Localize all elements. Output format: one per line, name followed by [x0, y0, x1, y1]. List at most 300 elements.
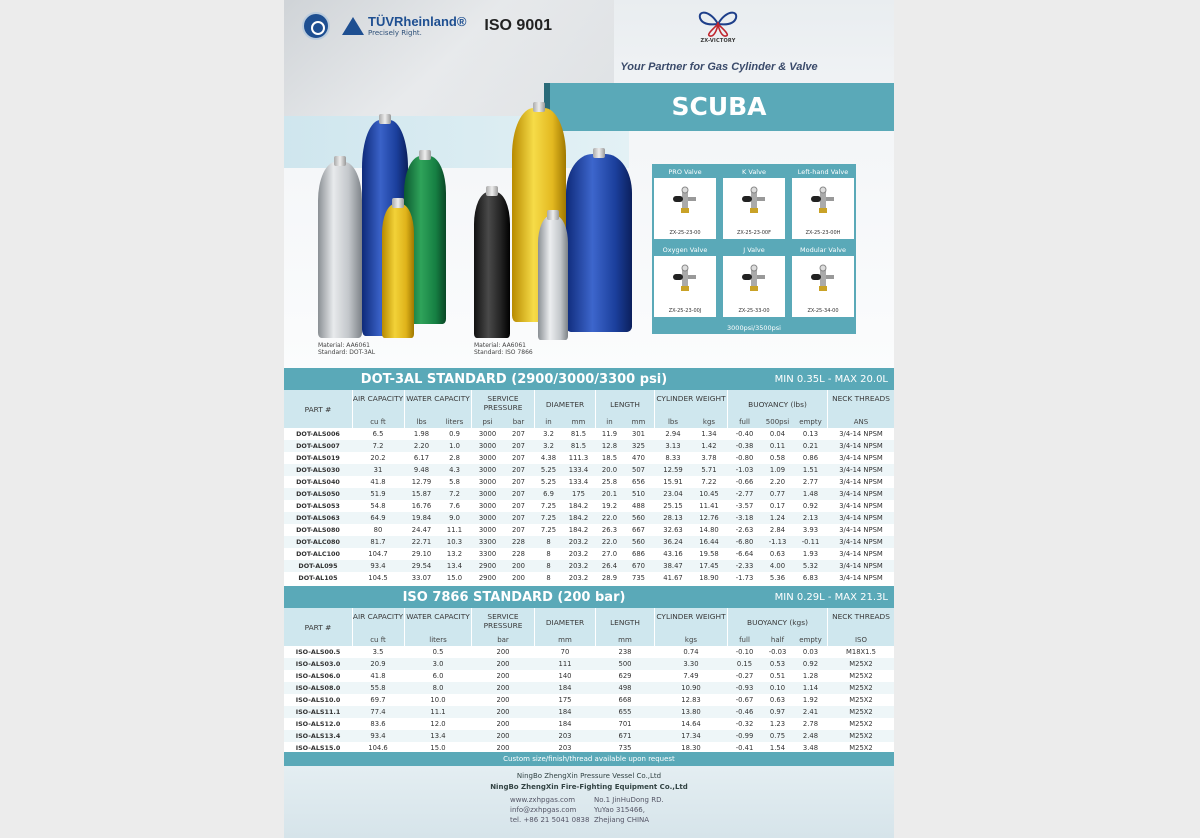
table-cell: 498: [618, 684, 632, 692]
table-cell: -0.32: [735, 720, 754, 728]
table-cell: 301: [632, 430, 645, 438]
table-cell: 2.20: [413, 442, 430, 450]
table-cell: 3/4-14 NPSM: [839, 574, 883, 582]
tuv-triangle-icon: [342, 17, 364, 35]
table-cell: 3.30: [683, 660, 699, 668]
table-cell: 8: [546, 562, 551, 570]
cylinder-photo: [304, 100, 634, 350]
column-divider: [595, 390, 596, 428]
table-cell: 2.77: [802, 478, 819, 486]
table-cell: 3/4-14 NPSM: [839, 430, 883, 438]
table-cell: 207: [512, 502, 525, 510]
table-cell: 655: [618, 708, 632, 716]
table-cell: 11.9: [601, 430, 618, 438]
table-cell: 13.4: [430, 732, 446, 740]
modular-valve-icon: [808, 262, 838, 292]
table-cell: 81.5: [570, 430, 587, 438]
table-cell: 3/4-14 NPSM: [839, 478, 883, 486]
table-cell: 207: [512, 526, 525, 534]
table-cell: M25X2: [849, 720, 873, 728]
table-cell: M25X2: [849, 744, 873, 752]
iso-h-neck: NECK THREADS: [832, 612, 890, 621]
table-cell: 207: [512, 478, 525, 486]
table-cell: 2.20: [769, 478, 786, 486]
table-cell: 3/4-14 NPSM: [839, 490, 883, 498]
table-cell: 0.92: [802, 660, 819, 668]
table-cell: 6.83: [802, 574, 819, 582]
table-cell: 0.9: [449, 430, 460, 438]
iso-h-diameter: DIAMETER: [545, 618, 585, 627]
iso-h-service: SERVICE PRESSURE: [483, 612, 523, 630]
material-right: Material: AA6061: [474, 342, 526, 349]
part-number: ISO-ALS15.0: [295, 744, 341, 752]
table-cell: 18.90: [699, 574, 719, 582]
iso-h-part: PART #: [304, 623, 332, 632]
column-divider: [534, 390, 535, 428]
table-cell: 325: [632, 442, 645, 450]
table-cell: 31: [373, 466, 383, 474]
table-cell: 175: [572, 490, 585, 498]
table-cell: 2.8: [449, 454, 460, 462]
table-cell: 200: [496, 684, 510, 692]
dot-s-psi: psi: [482, 418, 493, 426]
column-divider: [471, 390, 472, 428]
table-cell: 28.13: [663, 514, 683, 522]
table-cell: 3.2: [543, 442, 554, 450]
iso-table-body: [284, 646, 894, 754]
table-cell: 24.47: [411, 526, 432, 534]
table-cell: 3.0: [432, 660, 444, 668]
table-cell: 15.0: [446, 574, 463, 582]
table-cell: 26.3: [601, 526, 618, 534]
table-cell: 0.04: [769, 430, 786, 438]
table-cell: 93.4: [370, 562, 386, 570]
table-cell: 200: [512, 574, 525, 582]
table-cell: 0.58: [769, 454, 786, 462]
table-cell: 12.79: [411, 478, 432, 486]
table-cell: 3000: [478, 490, 497, 498]
table-cell: 8: [546, 550, 551, 558]
table-cell: 12.59: [663, 466, 683, 474]
table-cell: 3/4-14 NPSM: [839, 562, 883, 570]
table-cell: 3.78: [701, 454, 717, 462]
valve-code: ZX-25-23-00: [669, 230, 701, 236]
table-cell: M25X2: [849, 660, 873, 668]
table-cell: 735: [632, 574, 645, 582]
table-cell: 19.84: [411, 514, 432, 522]
table-row: [284, 452, 894, 464]
part-number: DOT-ALS063: [296, 514, 340, 522]
table-cell: 175: [558, 696, 572, 704]
valve-code: ZX-25-23-00H: [805, 230, 841, 236]
phone-number: tel. +86 21 5041 0838: [510, 816, 590, 824]
custom-note: Custom size/finish/thread available upon request: [284, 752, 894, 766]
valve-card: [654, 166, 716, 239]
valve-card: [654, 244, 716, 317]
part-number: DOT-ALC100: [296, 550, 340, 558]
table-cell: 0.10: [769, 684, 786, 692]
column-divider: [404, 608, 405, 646]
column-divider: [471, 608, 472, 646]
table-cell: 2.48: [802, 732, 819, 740]
table-cell: 3000: [478, 454, 497, 462]
standard-right: Standard: ISO 7866: [474, 349, 533, 356]
table-cell: 13.2: [446, 550, 463, 558]
table-row: [284, 500, 894, 512]
table-cell: 1.93: [802, 550, 819, 558]
table-cell: 3300: [478, 538, 497, 546]
table-cell: 1.51: [802, 466, 819, 474]
table-cell: 1.28: [802, 672, 819, 680]
table-cell: 7.2: [372, 442, 384, 450]
table-cell: 12.76: [699, 514, 719, 522]
table-cell: 17.45: [699, 562, 719, 570]
table-cell: 735: [618, 744, 632, 752]
table-row: [284, 464, 894, 476]
table-cell: 0.11: [769, 442, 786, 450]
iso-header: [284, 608, 894, 646]
dot-s-in2: in: [606, 418, 613, 426]
dot-h-water: WATER CAPACITY: [406, 394, 470, 403]
iso-s-half: half: [770, 636, 785, 644]
dot-s-mm: mm: [571, 418, 586, 426]
table-row: [284, 646, 894, 658]
valve-title: Modular Valve: [792, 244, 854, 256]
table-cell: 41.67: [663, 574, 683, 582]
table-cell: 29.54: [411, 562, 432, 570]
table-cell: 10.0: [430, 696, 446, 704]
table-cell: 488: [632, 502, 645, 510]
iso-s-liters: liters: [429, 636, 447, 644]
yellow-small-cylinder: [382, 204, 414, 338]
valve-title: Left-hand Valve: [792, 166, 854, 178]
iso-s-mm2: mm: [618, 636, 632, 644]
table-cell: 1.14: [802, 684, 819, 692]
dot-s-500psi: 500psi: [765, 418, 790, 426]
table-cell: 3000: [478, 442, 497, 450]
table-cell: 15.91: [663, 478, 683, 486]
table-cell: 203.2: [568, 574, 589, 582]
table-cell: 25.15: [663, 502, 683, 510]
table-cell: 9.48: [413, 466, 430, 474]
part-number: DOT-ALC080: [296, 538, 340, 546]
table-cell: -1.03: [735, 466, 754, 474]
table-cell: 4.00: [769, 562, 786, 570]
material-left: Material: AA6061: [318, 342, 370, 349]
table-cell: -2.77: [735, 490, 754, 498]
table-cell: 1.98: [413, 430, 430, 438]
table-cell: 500: [618, 660, 632, 668]
table-cell: 200: [496, 708, 510, 716]
table-cell: 3000: [478, 526, 497, 534]
column-divider: [352, 390, 353, 428]
table-cell: 8.0: [432, 684, 444, 692]
dot-h-part: PART #: [304, 405, 332, 414]
table-cell: 6.17: [413, 454, 430, 462]
table-cell: 1.0: [449, 442, 460, 450]
table-cell: 22.71: [411, 538, 432, 546]
table-cell: 15.0: [430, 744, 446, 752]
table-cell: 23.04: [663, 490, 683, 498]
part-number: ISO-ALS08.0: [295, 684, 341, 692]
valve-code: ZX-25-34-00: [807, 308, 839, 314]
dot-title-band: [284, 368, 894, 390]
iso-s-empty: empty: [799, 636, 822, 644]
table-cell: 3000: [478, 478, 497, 486]
table-cell: 560: [632, 538, 645, 546]
table-cell: 8: [546, 538, 551, 546]
valve-title: K Valve: [723, 166, 785, 178]
valve-card: [792, 166, 854, 239]
table-cell: 203.2: [568, 538, 589, 546]
company-name-1: NingBo ZhengXin Pressure Vessel Co.,Ltd: [516, 772, 662, 780]
table-cell: 7.25: [540, 514, 557, 522]
table-cell: 3/4-14 NPSM: [839, 466, 883, 474]
table-cell: 0.86: [802, 454, 819, 462]
table-cell: 18.30: [681, 744, 701, 752]
table-cell: 19.58: [699, 550, 719, 558]
pro-valve-icon: [670, 184, 700, 214]
table-cell: 10.90: [681, 684, 701, 692]
dot-s-lbs: lbs: [416, 418, 427, 426]
table-cell: 83.6: [370, 720, 386, 728]
table-cell: 207: [512, 490, 525, 498]
table-cell: 13.80: [681, 708, 701, 716]
iso-range: MIN 0.29L - MAX 21.3L: [774, 592, 888, 603]
dot-s-cuft: cu ft: [370, 418, 386, 426]
table-cell: 3.48: [802, 744, 819, 752]
table-cell: 3000: [478, 430, 497, 438]
table-cell: 238: [618, 648, 632, 656]
table-cell: 0.63: [769, 550, 786, 558]
valve-code: ZX-25-33-00: [738, 308, 770, 314]
iso-s-cuft: cu ft: [370, 636, 386, 644]
table-cell: 0.97: [769, 708, 786, 716]
table-cell: 1.23: [769, 720, 786, 728]
email-link[interactable]: info@zxhpgas.com: [510, 806, 577, 814]
table-cell: 64.9: [370, 514, 386, 522]
table-cell: 16.44: [699, 538, 719, 546]
dot-h-diameter: DIAMETER: [545, 400, 585, 409]
table-row: [284, 524, 894, 536]
table-cell: 3.5: [372, 648, 384, 656]
table-cell: 228: [512, 538, 525, 546]
website-link[interactable]: www.zxhpgas.com: [510, 796, 576, 804]
table-cell: 7.49: [683, 672, 699, 680]
blue-large-cylinder: [566, 154, 632, 332]
table-cell: 5.25: [540, 478, 557, 486]
table-cell: 2.84: [769, 526, 786, 534]
table-cell: 200: [496, 720, 510, 728]
table-cell: 7.25: [540, 526, 557, 534]
oxygen-valve-icon: [670, 262, 700, 292]
table-row: [284, 572, 894, 584]
table-cell: -0.10: [735, 648, 754, 656]
table-cell: 207: [512, 442, 525, 450]
dot-range: MIN 0.35L - MAX 20.0L: [774, 374, 888, 385]
spec-sheet: [284, 0, 894, 838]
iso-h-water: WATER CAPACITY: [406, 612, 470, 621]
table-cell: 22.0: [601, 514, 618, 522]
iso-s-iso: ISO: [854, 636, 868, 644]
table-cell: 670: [632, 562, 645, 570]
part-number: ISO-ALS12.0: [295, 720, 341, 728]
table-cell: 1.54: [769, 744, 786, 752]
table-cell: 77.4: [370, 708, 386, 716]
table-cell: 470: [632, 454, 645, 462]
part-number: DOT-AL095: [298, 562, 338, 570]
table-row: [284, 512, 894, 524]
table-cell: 7.6: [449, 502, 460, 510]
table-cell: 510: [632, 490, 645, 498]
table-cell: 32.63: [663, 526, 683, 534]
table-row: [284, 658, 894, 670]
table-cell: -0.38: [735, 442, 754, 450]
table-cell: 33.07: [411, 574, 432, 582]
table-cell: 104.5: [368, 574, 388, 582]
table-cell: -0.99: [735, 732, 754, 740]
table-cell: 41.8: [370, 478, 386, 486]
table-cell: 200: [512, 562, 525, 570]
table-cell: 4.38: [540, 454, 557, 462]
iso-h-air: AIR CAPACITY: [352, 612, 404, 621]
table-cell: 2.13: [802, 514, 819, 522]
table-cell: 184.2: [568, 502, 589, 510]
table-cell: 3.2: [543, 430, 554, 438]
table-cell: 2900: [478, 562, 497, 570]
column-divider: [827, 608, 828, 646]
valve-code: ZX-25-23-00F: [737, 230, 771, 236]
table-cell: -2.63: [735, 526, 754, 534]
table-cell: 104.7: [368, 550, 388, 558]
table-cell: 93.4: [370, 732, 386, 740]
table-cell: 16.76: [411, 502, 432, 510]
table-cell: 12.0: [430, 720, 446, 728]
table-cell: 38.47: [663, 562, 683, 570]
table-cell: 7.22: [701, 478, 717, 486]
table-cell: 11.41: [699, 502, 719, 510]
column-divider: [595, 608, 596, 646]
table-cell: 3/4-14 NPSM: [839, 442, 883, 450]
table-cell: 29.10: [411, 550, 432, 558]
table-cell: 5.71: [701, 466, 717, 474]
table-cell: 203: [558, 744, 572, 752]
dot-s-empty: empty: [799, 418, 822, 426]
table-cell: 0.21: [802, 442, 819, 450]
table-cell: 3000: [478, 466, 497, 474]
table-cell: 20.0: [601, 466, 618, 474]
valve-panel: [652, 164, 856, 334]
valve-card: [792, 244, 854, 317]
table-cell: 10.3: [446, 538, 463, 546]
table-cell: 3.93: [802, 526, 819, 534]
table-cell: 8.33: [665, 454, 681, 462]
table-cell: M25X2: [849, 684, 873, 692]
column-divider: [352, 608, 353, 646]
table-cell: 10.45: [699, 490, 719, 498]
valve-card: [723, 244, 785, 317]
certification-logos: [302, 10, 552, 42]
table-cell: -6.64: [735, 550, 754, 558]
dot-s-ans: ANS: [853, 418, 869, 426]
iso-badge: ISO 9001: [484, 17, 553, 34]
table-cell: 3/4-14 NPSM: [839, 454, 883, 462]
table-cell: 5.36: [769, 574, 786, 582]
table-cell: 0.63: [769, 696, 786, 704]
dot-s-in: in: [545, 418, 552, 426]
dot-s-kgs: kgs: [702, 418, 716, 426]
table-cell: 2.78: [802, 720, 819, 728]
table-cell: -0.67: [735, 696, 754, 704]
standard-left: Standard: DOT-3AL: [318, 349, 376, 356]
dot-s-liters: liters: [445, 418, 464, 426]
table-row: [284, 428, 894, 440]
column-divider: [827, 390, 828, 428]
column-divider: [534, 608, 535, 646]
dot-h-air: AIR CAPACITY: [352, 394, 404, 403]
part-number: DOT-ALS007: [296, 442, 340, 450]
table-row: [284, 476, 894, 488]
table-cell: 184: [558, 720, 572, 728]
table-cell: 560: [632, 514, 645, 522]
valve-title: J Valve: [723, 244, 785, 256]
table-cell: 55.8: [370, 684, 386, 692]
iso-h-buoyancy: BUOYANCY (kgs): [747, 618, 808, 627]
table-cell: 7.25: [540, 502, 557, 510]
table-cell: 184.2: [568, 526, 589, 534]
table-cell: 70: [560, 648, 570, 656]
table-cell: 5.25: [540, 466, 557, 474]
table-cell: 5.32: [802, 562, 819, 570]
valve-code: ZX-25-23-00J: [668, 308, 702, 314]
dot-h-weight: CYLINDER WEIGHT: [656, 394, 726, 403]
footer: [284, 766, 894, 838]
table-cell: 656: [632, 478, 645, 486]
table-cell: 671: [618, 732, 632, 740]
table-cell: 203: [558, 732, 572, 740]
table-cell: M18X1.5: [846, 648, 876, 656]
part-number: ISO-ALS03.0: [295, 660, 341, 668]
dot-h-service: SERVICE PRESSURE: [483, 394, 523, 412]
dot-s-mm2: mm: [631, 418, 646, 426]
company-name-2: NingBo ZhengXin Fire-Fighting Equipment Co.,Ltd: [490, 783, 688, 791]
table-cell: -0.03: [768, 648, 787, 656]
table-cell: 54.8: [370, 502, 386, 510]
part-number: DOT-AL105: [298, 574, 338, 582]
black-cylinder: [474, 192, 510, 338]
part-number: DOT-ALS050: [296, 490, 340, 498]
table-cell: 6.9: [543, 490, 554, 498]
table-cell: -2.33: [735, 562, 754, 570]
part-number: ISO-ALS11.1: [295, 708, 341, 716]
table-cell: 7.2: [449, 490, 460, 498]
valve-title: Oxygen Valve: [654, 244, 716, 256]
table-cell: 184.2: [568, 514, 589, 522]
table-cell: 3.13: [665, 442, 681, 450]
j-valve-icon: [739, 262, 769, 292]
table-cell: 5.8: [449, 478, 460, 486]
dot-h-length: LENGTH: [610, 400, 640, 409]
table-cell: 207: [512, 514, 525, 522]
part-number: ISO-ALS10.0: [295, 696, 341, 704]
table-cell: 200: [496, 648, 510, 656]
tuv-slogan: Precisely Right.: [368, 29, 422, 37]
table-row: [284, 682, 894, 694]
table-cell: 11.1: [430, 708, 446, 716]
table-cell: 14.80: [699, 526, 719, 534]
material-caption-left: [318, 342, 375, 356]
hero-area: [284, 0, 894, 368]
